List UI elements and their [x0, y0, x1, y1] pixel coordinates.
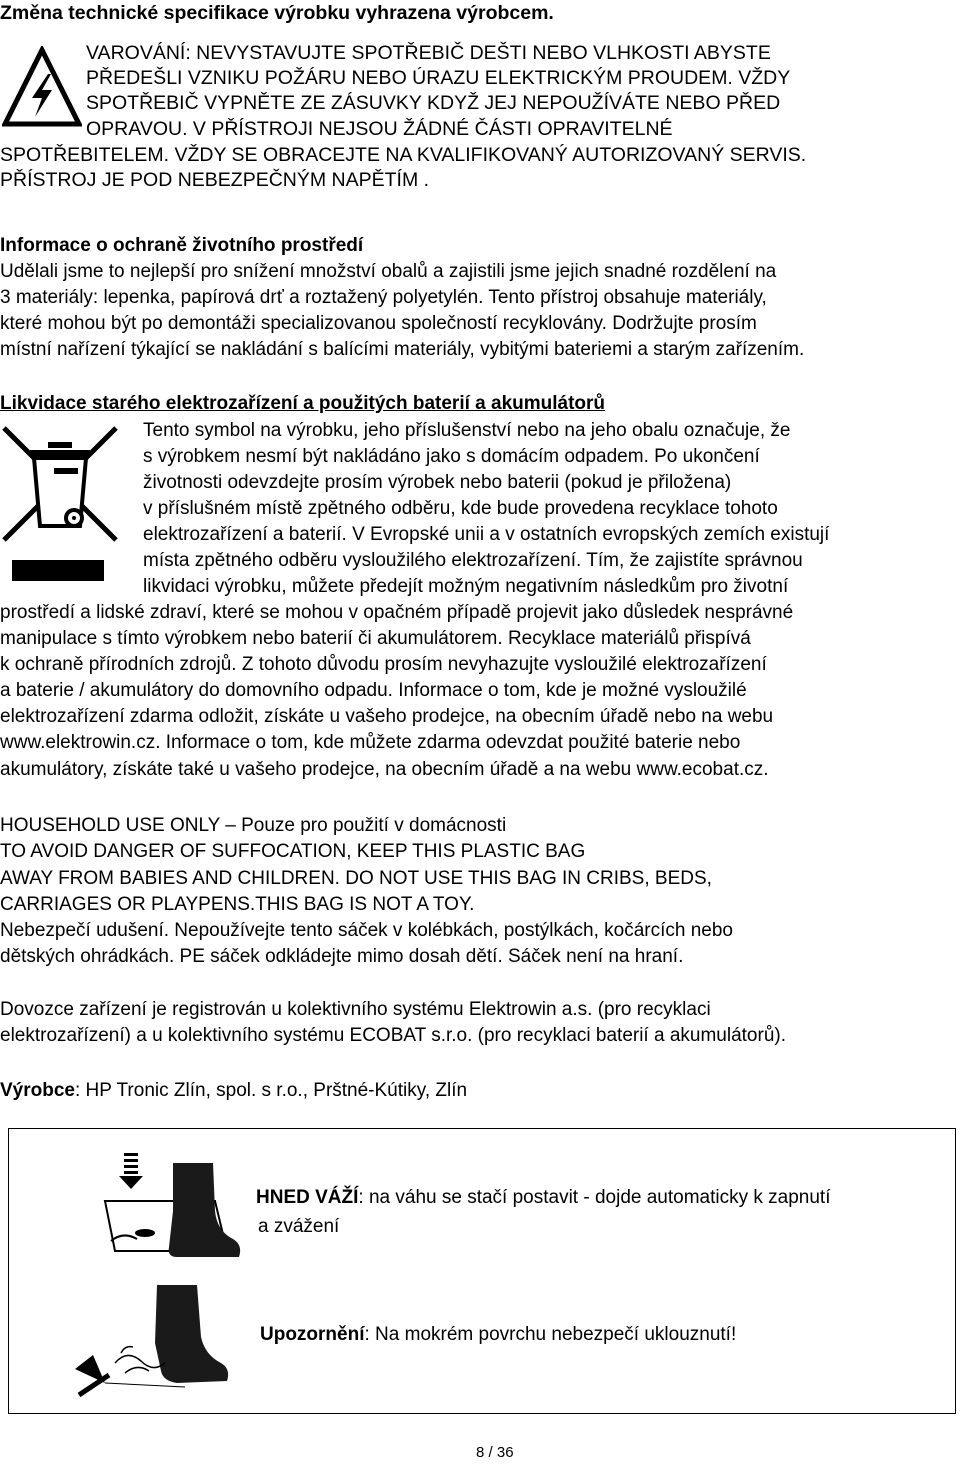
household-line: dětských ohrádkách. PE sáček odkládejte mimo dosah dětí. Sáček není na hraní.	[0, 946, 684, 967]
warning-line: PŘÍSTROJ JE POD NEBEZPEČNÝM NAPĚTÍM .	[0, 169, 430, 191]
household-line: TO AVOID DANGER OF SUFFOCATION, KEEP THIS PLASTIC BAG	[0, 841, 586, 862]
warning-line: SPOTŘEBIČ VYPNĚTE ZE ZÁSUVKY KDYŽ JEJ NEPOUŽÍVÁTE NEBO PŘED	[86, 92, 781, 114]
manufacturer-value: : HP Tronic Zlín, spol. s r.o., Prštné-Kútiky, Zlín	[74, 1080, 468, 1101]
disposal-line: www.elektrowin.cz. Informace o tom, kde můžete zdarma odevzdat použité baterie nebo	[0, 732, 741, 753]
caution-description: : Na mokrém povrchu nebezpečí uklouznutí!	[364, 1324, 737, 1345]
environment-title: Informace o ochraně životního prostředí	[0, 235, 364, 256]
warning-line: VAROVÁNÍ: NEVYSTAVUJTE SPOTŘEBIČ DEŠTI NEBO VLHKOSTI ABYSTE	[86, 42, 771, 64]
environment-line: Udělali jsme to nejlepší pro snížení množství obalů a zajistili jsme jejich snadné rozdělení na	[0, 261, 777, 282]
manufacturer	[0, 1078, 467, 1104]
disposal-line: elektrozařízení zdarma odložit, získáte u vašeho prodejce, na obecním úřadě nebo na webu	[0, 706, 774, 727]
page-total: / 36	[488, 1444, 514, 1461]
step-on-label: HNED VÁŽÍ	[256, 1187, 359, 1208]
importer-line: Dovozce zařízení je registrován u kolektivního systému Elektrowin a.s. (pro recyklaci	[0, 999, 711, 1020]
caution-text	[260, 1322, 736, 1348]
step-on-text-continued: a zvážení	[258, 1216, 340, 1237]
disposal-title: Likvidace starého elektrozařízení a použitých baterií a akumulátorů	[0, 393, 606, 414]
manufacturer-label: Výrobce	[0, 1080, 75, 1101]
disposal-side-line: s výrobkem nesmí být nakládáno jako s domácím odpadem. Po ukončení	[143, 446, 760, 467]
disposal-side-line: Tento symbol na výrobku, jeho příslušenství nebo na jeho obalu označuje, že	[143, 420, 791, 441]
disposal-side-line: životnosti odevzdejte prosím výrobek nebo baterii (pokud je přiložena)	[143, 472, 732, 493]
household-line: HOUSEHOLD USE ONLY – Pouze pro použití v domácnosti	[0, 815, 507, 836]
slippery-surface-icon	[65, 1283, 255, 1401]
disposal-line: k ochraně přírodních zdrojů. Z tohoto důvodu prosím nevyhazujte vysloužilé elektrozařízení	[0, 654, 767, 675]
disposal-side-line: likvidaci výrobku, můžete předejít možným negativním následkům pro životní	[143, 576, 789, 597]
disposal-line: a baterie / akumulátory do domovního odpadu. Informace o tom, kde je možné vysloužilé	[0, 680, 747, 701]
warning-line: PŘEDEŠLI VZNIKU POŽÁRU NEBO ÚRAZU ELEKTRICKÝM PROUDEM. VŽDY	[86, 67, 791, 89]
household-line: AWAY FROM BABIES AND CHILDREN. DO NOT USE THIS BAG IN CRIBS, BEDS,	[0, 868, 712, 889]
environment-line: 3 materiály: lepenka, papírová drť a roztažený polyetylén. Tento přístroj obsahuje materiály,	[0, 287, 767, 308]
warning-line: OPRAVOU. V PŘÍSTROJI NEJSOU ŽÁDNÉ ČÁSTI OPRAVITELNÉ	[86, 118, 673, 140]
caution-label: Upozornění	[260, 1324, 365, 1345]
disposal-side-line: elektrozařízení a baterií. V Evropské unii a v ostatních evropských zemích existují	[143, 524, 830, 545]
warning-line: SPOTŘEBITELEM. VŽDY SE OBRACEJTE NA KVALIFIKOVANÝ AUTORIZOVANÝ SERVIS.	[0, 144, 807, 166]
disposal-line: prostředí a lidské zdraví, které se mohou v opačném případě projevit jako důsledek nesprávné	[0, 602, 794, 623]
household-line: Nebezpečí udušení. Nepoužívejte tento sáček v kolébkách, postýlkách, kočárcích nebo	[0, 920, 733, 941]
page-number	[476, 1444, 514, 1462]
environment-line: které mohou být po demontáži specializovanou společností recyklovány. Dodržujte prosím	[0, 313, 757, 334]
page-current: 8	[476, 1444, 485, 1461]
crossed-out-bin-icon	[0, 422, 120, 587]
disposal-line: manipulace s tímto výrobkem nebo baterií či akumulátorem. Recyklace materiálů přispívá	[0, 628, 751, 649]
step-on-scale-icon	[103, 1151, 253, 1271]
importer-line: elektrozařízení) a u kolektivního systému ECOBAT s.r.o. (pro recyklaci baterií a akumulátorů).	[0, 1025, 786, 1046]
household-line: CARRIAGES OR PLAYPENS.THIS BAG IS NOT A TOY.	[0, 894, 475, 915]
disposal-line: akumulátory, získáte také u vašeho prodejce, na obecním úřadě a na webu www.ecobat.cz.	[0, 759, 769, 780]
disposal-side-line: místa zpětného odběru vysloužilého elektrozařízení. Tím, že zajistíte správnou	[143, 550, 803, 571]
instruction-box	[8, 1128, 956, 1414]
spec-note: Změna technické specifikace výrobku vyhrazena výrobcem.	[0, 2, 554, 24]
environment-line: místní nařízení týkající se nakládání s balícími materiály, vybitými bateriemi a starým zařízením.	[0, 339, 805, 360]
step-on-description: : na váhu se stačí postavit - dojde automaticky k zapnutí	[358, 1187, 831, 1208]
disposal-side-line: v příslušném místě zpětného odběru, kde bude provedena recyklace tohoto	[143, 498, 778, 519]
electric-shock-warning-icon	[2, 46, 82, 128]
step-on-text	[256, 1185, 831, 1211]
